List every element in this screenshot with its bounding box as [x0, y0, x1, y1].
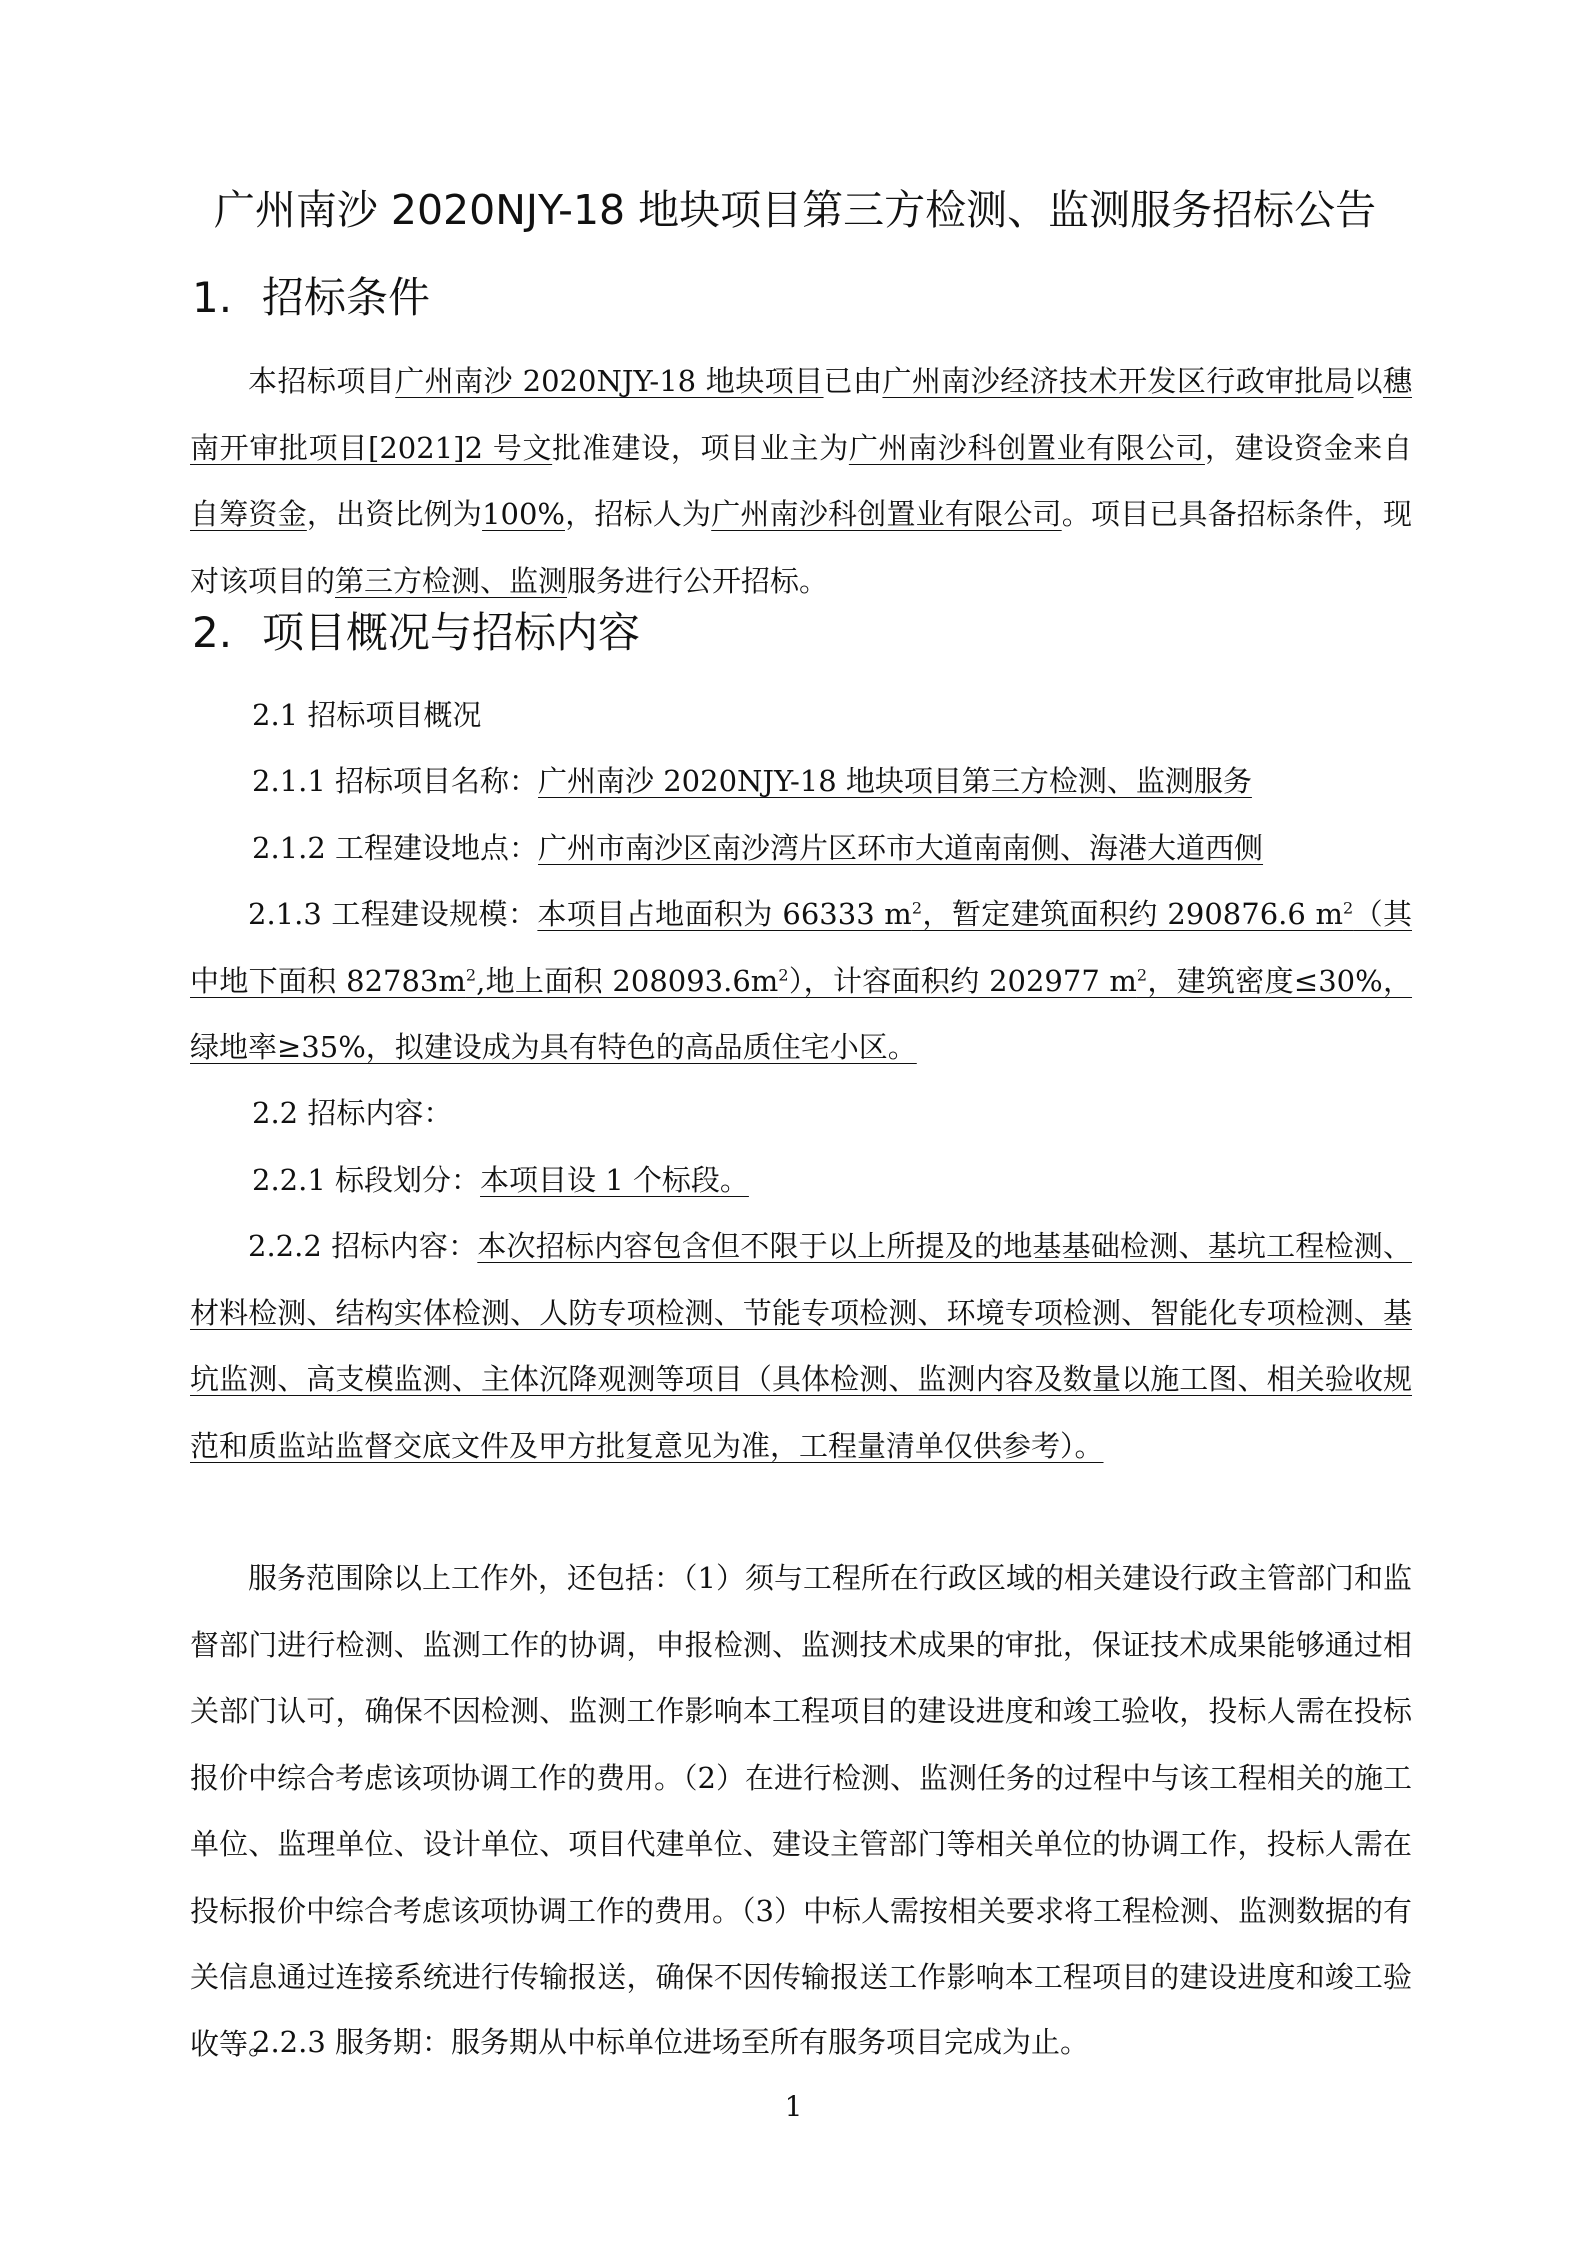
section-2-number: 2.: [192, 608, 233, 657]
label: 2.1.2 工程建设地点：: [252, 831, 539, 865]
text: 已由: [823, 364, 883, 398]
page-number: 1: [784, 2090, 803, 2123]
text: ，出资比例为: [306, 497, 483, 531]
subsection-2-1: 2.1 招标项目概况: [252, 698, 482, 732]
item-2-2-2: [190, 1213, 1412, 1479]
approval-document: 穗南开审批项目[2021]2 号文: [190, 364, 1412, 465]
tenderer: 广州南沙科创置业有限公司: [711, 497, 1062, 531]
section-1-number: 1.: [192, 273, 233, 322]
superscript: 2: [465, 964, 477, 984]
text: 以: [1353, 364, 1383, 398]
project-name: 广州南沙 2020NJY-18 地块项目: [395, 364, 824, 398]
funding-source: 自筹资金: [190, 497, 307, 531]
section-2-title: 项目概况与招标内容: [262, 608, 641, 657]
location-value: 广州市南沙区南沙湾片区环市大道南南侧、海港大道西侧: [538, 831, 1264, 865]
tender-content-value: 本次招标内容包含但不限于以上所提及的地基基础检测、基坑工程检测、材料检测、结构实体检测、人防专项检测、节能专项检测、环境专项检测、智能化专项检测、基坑监测、高支模监测、主体沉降观测等项目（具体检测、监测内容及数量以施工图、相关验收规范和质监站监督交底文件及甲方批复意见为准，工程量清单仅供参考）。: [190, 1229, 1412, 1463]
label: 2.1.3 工程建设规模：: [248, 897, 538, 931]
service-scope-paragraph: 服务范围除以上工作外，还包括：（1）须与工程所在行政区域的相关建设行政主管部门和监督部门进行检测、监测工作的协调，申报检测、监测技术成果的审批，保证技术成果能够通过相关部门认可，确保不因检测、监测工作影响本工程项目的建设进度和竣工验收，投标人需在投标报价中综合考虑该项协调工作的费用。（2）在进行检测、监测任务的过程中与该工程相关的施工单位、监理单位、设计单位、项目代建单位、建设主管部门等相关单位的协调工作，投标人需在投标报价中综合考虑该项协调工作的费用。（3）中标人需按相关要求将工程检测、监测数据的有关信息通过连接系统进行传输报送，确保不因传输报送工作影响本工程项目的建设进度和竣工验收等。: [190, 1561, 1412, 2061]
section-2-heading: [192, 603, 640, 663]
section-1-paragraph: [190, 348, 1412, 614]
superscript: 2: [1342, 898, 1354, 918]
text: ，建设资金来自: [1204, 430, 1412, 465]
superscript: 2: [911, 898, 922, 918]
project-owner: 广州南沙科创置业有限公司: [848, 430, 1205, 465]
document-title: 广州南沙 2020NJY-18 地块项目第三方检测、监测服务招标公告: [213, 186, 1377, 234]
scale-value: ），计容面积约 202977 m: [788, 963, 1137, 998]
text: 批准建设，项目业主为: [552, 430, 849, 465]
text: 本招标项目: [248, 364, 396, 398]
label: 2.2.1 标段划分：: [252, 1163, 481, 1197]
project-title-value: 广州南沙 2020NJY-18 地块项目第三方检测、监测服务: [538, 764, 1252, 798]
item-2-2-1: [252, 1147, 1412, 1214]
scale-value: 本项目占地面积为 66333 m: [537, 897, 912, 931]
funding-ratio: 100%: [482, 497, 565, 531]
item-2-2-3: 2.2.3 服务期：服务期从中标单位进场至所有服务项目完成为止。: [252, 2025, 1090, 2059]
scale-value: ，暂定建筑面积约 290876.6 m: [922, 897, 1343, 931]
text: 服务进行公开招标。: [567, 563, 829, 598]
scale-value: （其中地下面积 82783m: [190, 897, 1412, 998]
text: ，招标人为: [564, 497, 712, 531]
label: 2.1.1 招标项目名称：: [252, 764, 539, 798]
scale-value: ，建筑密度≤30%，绿地率≥35%，拟建设成为具有特色的高品质住宅小区。: [190, 963, 1413, 1064]
item-2-1-3: [190, 881, 1412, 1081]
section-1-heading: [192, 268, 430, 328]
item-2-1-2: [252, 815, 1412, 882]
section-1-title: 招标条件: [262, 273, 431, 322]
superscript: 2: [778, 964, 789, 984]
service-name: 第三方检测、监测: [335, 563, 568, 598]
lot-division-value: 本项目设 1 个标段。: [480, 1163, 749, 1197]
text: 。项目已具备招标条件，现对该项目的: [190, 497, 1412, 598]
approval-authority: 广州南沙经济技术开发区行政审批局: [882, 364, 1354, 398]
superscript: 2: [1136, 964, 1148, 984]
label: 2.2.2 招标内容：: [248, 1229, 478, 1263]
subsection-2-2: 2.2 招标内容：: [252, 1096, 453, 1130]
scale-value: ,地上面积 208093.6m: [476, 963, 779, 998]
item-2-1-1: [252, 748, 1412, 815]
